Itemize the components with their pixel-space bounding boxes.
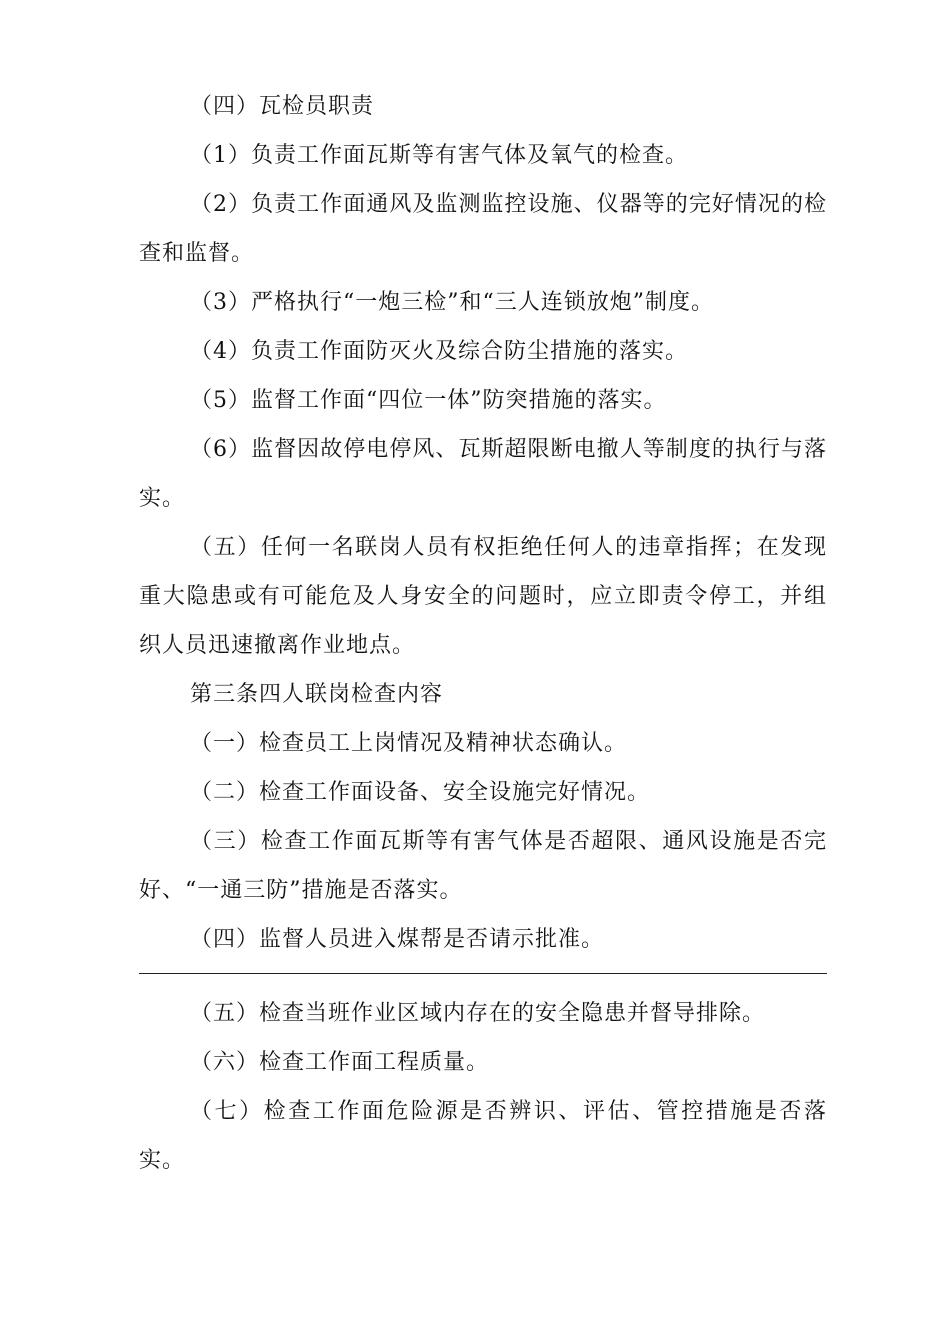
paragraph: （二）检查工作面设备、安全设施完好情况。: [190, 780, 651, 805]
section-heading-gas-inspector: （四）瓦检员职责: [190, 94, 375, 119]
paragraph: （六）检查工作面工程质量。: [190, 1050, 490, 1075]
paragraph: （5）监督工作面“四位一体”防突措施的落实。: [190, 388, 667, 413]
paragraph: （1）负责工作面瓦斯等有害气体及氧气的检查。: [190, 143, 688, 168]
paragraph: （五）检查当班作业区域内存在的安全隐患并督导排除。: [190, 1001, 766, 1026]
paragraph: （3）严格执行“一炮三检”和“三人连锁放炮”制度。: [190, 290, 714, 315]
paragraph: （七）检查工作面危险源是否辨识、评估、管控措施是否落实。: [139, 1099, 827, 1173]
paragraph: （6）监督因故停电停风、瓦斯超限断电撤人等制度的执行与落实。: [139, 437, 827, 511]
page-break-divider: [139, 973, 827, 974]
document-page: [139, 82, 827, 1185]
paragraph: （一）检查员工上岗情况及精神状态确认。: [190, 731, 628, 756]
paragraph: （2）负责工作面通风及监测监控设施、仪器等的完好情况的检查和监督。: [139, 192, 827, 266]
paragraph: （4）负责工作面防灭火及综合防尘措施的落实。: [190, 339, 688, 364]
paragraph: （四）监督人员进入煤帮是否请示批准。: [190, 927, 605, 952]
article-heading: 第三条四人联岗检查内容: [190, 682, 444, 707]
paragraph: （五）任何一名联岗人员有权拒绝任何人的违章指挥；在发现重大隐患或有可能危及人身安全的问题时，应立即责令停工，并组织人员迅速撤离作业地点。: [139, 535, 827, 658]
paragraph: （三）检查工作面瓦斯等有害气体是否超限、通风设施是否完好、“一通三防”措施是否落实。: [139, 829, 827, 903]
